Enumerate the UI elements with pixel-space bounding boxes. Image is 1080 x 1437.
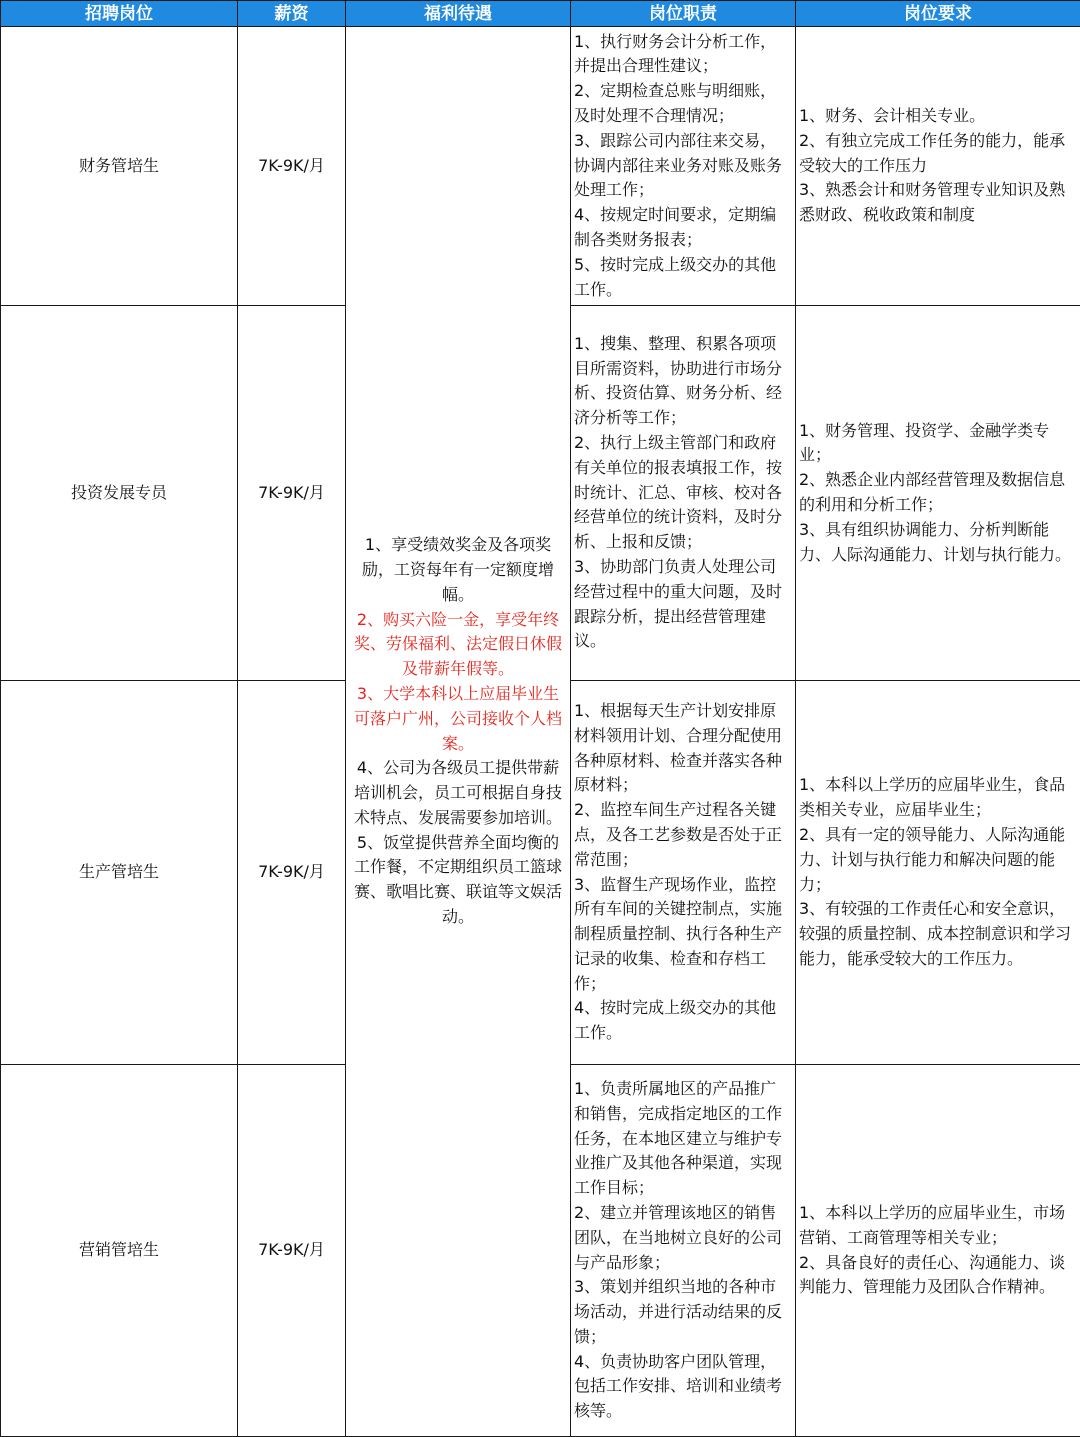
requirement-item: 3、具有组织协调能力、分析判断能力、人际沟通能力、计划与执行能力。: [799, 518, 1077, 568]
requirement-item: 1、财务管理、投资学、金融学类专业；: [799, 419, 1077, 469]
position-cell: 生产管培生: [1, 681, 238, 1065]
header-row: [1, 1, 1080, 27]
requirements-cell: [796, 681, 1080, 1065]
salary-cell: 7K-9K/月: [238, 681, 346, 1065]
duty-item: 4、负责协助客户团队管理，包括工作安排、培训和业绩考核等。: [574, 1350, 792, 1424]
duty-item: 1、执行财务会计分析工作，并提出合理性建议；: [574, 30, 792, 80]
duty-item: 2、建立并管理该地区的销售团队，在当地树立良好的公司与产品形象；: [574, 1201, 792, 1275]
header-position: 招聘岗位: [1, 1, 238, 27]
requirement-item: 1、财务、会计相关专业。: [799, 104, 1077, 129]
duty-item: 3、监督生产现场作业，监控所有车间的关键控制点，实施制程质量控制、执行各种生产记录的收集、检查和存档工作；: [574, 873, 792, 997]
requirements-cell: [796, 1065, 1080, 1437]
salary-cell: 7K-9K/月: [238, 306, 346, 681]
duty-item: 4、按规定时间要求，定期编制各类财务报表；: [574, 203, 792, 253]
duty-item: 2、监控车间生产过程各关键点，及各工艺参数是否处于正常范围；: [574, 798, 792, 872]
duty-item: 4、按时完成上级交办的其他工作。: [574, 996, 792, 1046]
benefit-item: 4、公司为各级员工提供带薪培训机会，员工可根据自身技术特点、发展需要参加培训。: [349, 756, 567, 830]
requirement-item: 2、有独立完成工作任务的能力，能承受较大的工作压力: [799, 129, 1077, 179]
position-cell: 财务管培生: [1, 27, 238, 306]
duty-item: 5、按时完成上级交办的其他工作。: [574, 253, 792, 303]
duties-cell: [571, 1065, 796, 1437]
benefit-item-highlight: 3、大学本科以上应届毕业生可落户广州，公司接收个人档案。: [349, 682, 567, 756]
duty-item: 3、跟踪公司内部往来交易，协调内部往来业务对账及账务处理工作；: [574, 129, 792, 203]
table-row: [1, 27, 1080, 306]
requirement-item: 2、熟悉企业内部经营管理及数据信息的利用和分析工作；: [799, 468, 1077, 518]
benefit-item: 1、享受绩效奖金及各项奖励，工资每年有一定额度增幅。: [349, 533, 567, 607]
requirement-item: 2、具备良好的责任心、沟通能力、谈判能力、管理能力及团队合作精神。: [799, 1251, 1077, 1301]
requirement-item: 3、熟悉会计和财务管理专业知识及熟悉财政、税收政策和制度: [799, 178, 1077, 228]
duty-item: 2、定期检查总账与明细账，及时处理不合理情况；: [574, 79, 792, 129]
benefit-item: 5、饭堂提供营养全面均衡的工作餐，不定期组织员工篮球赛、歌唱比赛、联谊等文娱活动。: [349, 831, 567, 930]
benefits-cell: [346, 27, 571, 1437]
duties-cell: [571, 681, 796, 1065]
duty-item: 3、协助部门负责人处理公司经营过程中的重大问题，及时跟踪分析，提出经营管理建议。: [574, 555, 792, 654]
requirement-item: 1、本科以上学历的应届毕业生，食品类相关专业，应届毕业生；: [799, 773, 1077, 823]
salary-cell: 7K-9K/月: [238, 27, 346, 306]
header-duties: 岗位职责: [571, 1, 796, 27]
requirement-item: 3、有较强的工作责任心和安全意识，较强的质量控制、成本控制意识和学习能力，能承受较大的工作压力。: [799, 897, 1077, 971]
duty-item: 1、搜集、整理、积累各项项目所需资料，协助进行市场分析、投资估算、财务分析、经济分析等工作；: [574, 332, 792, 431]
duty-item: 2、执行上级主管部门和政府有关单位的报表填报工作，按时统计、汇总、审核、校对各经营单位的统计资料，及时分析、上报和反馈；: [574, 431, 792, 555]
requirement-item: 2、具有一定的领导能力、人际沟通能力、计划与执行能力和解决问题的能力；: [799, 823, 1077, 897]
header-salary: 薪资: [238, 1, 346, 27]
duties-cell: [571, 27, 796, 306]
header-requirements: 岗位要求: [796, 1, 1080, 27]
duties-cell: [571, 306, 796, 681]
duty-item: 3、策划并组织当地的各种市场活动，并进行活动结果的反馈；: [574, 1275, 792, 1349]
salary-cell: 7K-9K/月: [238, 1065, 346, 1437]
position-cell: 营销管培生: [1, 1065, 238, 1437]
duty-item: 1、根据每天生产计划安排原材料领用计划、合理分配使用各种原材料、检查并落实各种原材料；: [574, 699, 792, 798]
requirement-item: 1、本科以上学历的应届毕业生，市场营销、工商管理等相关专业；: [799, 1201, 1077, 1251]
position-cell: 投资发展专员: [1, 306, 238, 681]
header-benefits: 福利待遇: [346, 1, 571, 27]
duty-item: 1、负责所属地区的产品推广和销售，完成指定地区的工作任务，在本地区建立与维护专业推广及其他各种渠道，实现工作目标；: [574, 1077, 792, 1201]
requirements-cell: [796, 306, 1080, 681]
benefit-item-highlight: 2、购买六险一金，享受年终奖、劳保福利、法定假日休假及带薪年假等。: [349, 608, 567, 682]
requirements-cell: [796, 27, 1080, 306]
